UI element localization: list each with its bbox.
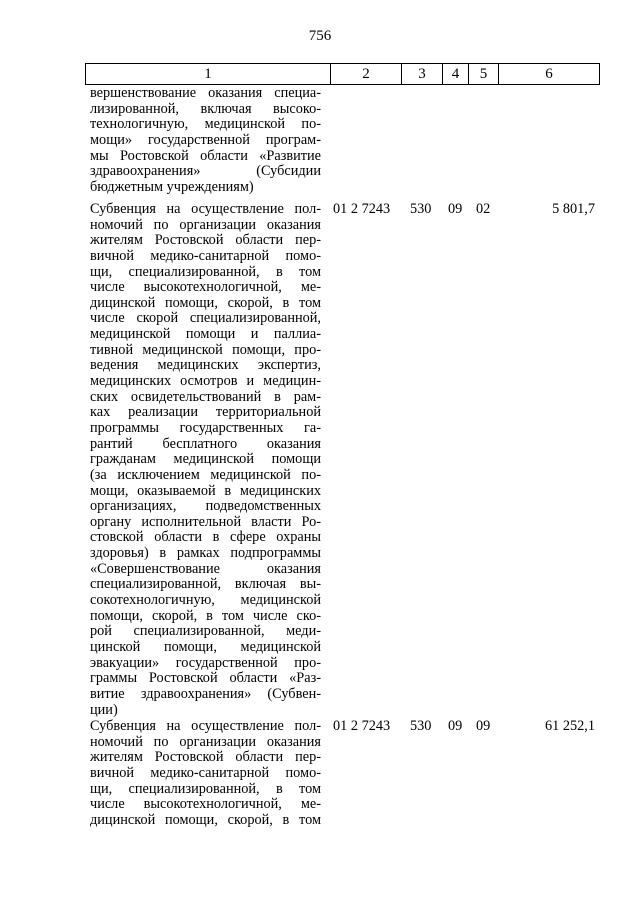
description-line: здоровья) в рамках подпрограммы	[90, 545, 321, 562]
description-line: медицинских осмотров и медицин-	[90, 373, 321, 390]
header-col-3: 3	[401, 63, 443, 85]
description-line: вичной медико-санитарной помо-	[90, 247, 321, 264]
description-line: витие здравоохранения» (Субвен-	[90, 685, 321, 702]
description-line: жителям Ростовской области пер-	[90, 749, 321, 766]
section-code: 09	[448, 201, 463, 217]
description-line: программы государственных га-	[90, 419, 321, 436]
description-line: рой специализированной, меди-	[90, 623, 321, 640]
description-line: вичной медико-санитарной помо-	[90, 764, 321, 781]
header-col-6: 6	[498, 63, 600, 85]
target-code: 01 2 7243	[333, 201, 391, 217]
description-line: бюджетным учреждениям)	[90, 178, 254, 195]
description-line: числе скорой специализированной,	[90, 310, 321, 327]
description-line: дицинской помощи, скорой, в том	[90, 811, 321, 828]
description-line: стовской области в сфере охраны	[90, 529, 321, 546]
description-line: щи, специализированной, в том	[90, 263, 321, 280]
row-description	[90, 719, 321, 828]
description-line: числе высокотехнологичной, ме-	[90, 279, 321, 296]
expense-type: 530	[410, 201, 432, 217]
description-line: органу исполнительной власти Ро-	[90, 513, 321, 530]
description-line: ции)	[90, 701, 118, 718]
description-line: ках реализации территориальной	[90, 404, 321, 421]
description-line: лизированной, включая высоко-	[90, 100, 321, 117]
description-line: помощи, скорой, в том числе ско-	[90, 607, 321, 624]
description-line: мы Ростовской области «Развитие	[90, 147, 321, 164]
description-line: тивной медицинской помощи, про-	[90, 341, 321, 358]
description-line: организациях, подведомственных	[90, 498, 321, 515]
header-col-5: 5	[468, 63, 499, 85]
amount: 61 252,1	[544, 718, 595, 734]
description-line: «Совершенствование оказания	[90, 560, 321, 577]
description-line: вершенствование оказания специа-	[90, 85, 321, 101]
header-col-2: 2	[330, 63, 402, 85]
description-line: номочий по организации оказания	[90, 733, 321, 750]
description-line: мощи, оказываемой в медицинских	[90, 482, 321, 499]
description-line: специализированной, включая вы-	[90, 576, 321, 593]
description-line: Субвенция на осуществление пол-	[90, 718, 321, 734]
description-line: медицинской помощи и паллиа-	[90, 326, 321, 343]
description-line: жителям Ростовской области пер-	[90, 232, 321, 249]
description-line: гражданам медицинской помощи	[90, 451, 321, 468]
description-line: мощи» государственной програм-	[90, 131, 321, 148]
description-line: здравоохранения» (Субсидии	[90, 163, 321, 180]
description-line: граммы Ростовской области «Раз-	[90, 670, 321, 687]
description-line: числе высокотехнологичной, ме-	[90, 796, 321, 813]
target-code: 01 2 7243	[333, 718, 391, 734]
description-line: рантий бесплатного оказания	[90, 435, 321, 452]
header-col-4: 4	[442, 63, 469, 85]
description-line: цинской помощи, медицинской	[90, 638, 321, 655]
expense-type: 530	[410, 718, 432, 734]
description-line: эвакуации» государственной про-	[90, 654, 321, 671]
page-number: 756	[308, 28, 332, 44]
row-description	[90, 202, 321, 718]
description-line: ведения медицинских экспертиз,	[90, 357, 321, 374]
description-line: дицинской помощи, скорой, в том	[90, 294, 321, 311]
description-line: ских освидетельствований в рам-	[90, 388, 321, 405]
description-line: технологичную, медицинской по-	[90, 116, 321, 133]
subsection-code: 09	[476, 718, 491, 734]
description-line: номочий по организации оказания	[90, 216, 321, 233]
description-line: щи, специализированной, в том	[90, 780, 321, 797]
description-line: сокотехнологичную, медицинской	[90, 592, 321, 609]
description-line: Субвенция на осуществление пол-	[90, 201, 321, 217]
header-col-1: 1	[85, 63, 331, 85]
section-code: 09	[448, 718, 463, 734]
amount: 5 801,7	[552, 201, 595, 217]
description-line: (за исключением медицинской по-	[90, 466, 321, 483]
row-description	[90, 86, 321, 195]
subsection-code: 02	[476, 201, 491, 217]
